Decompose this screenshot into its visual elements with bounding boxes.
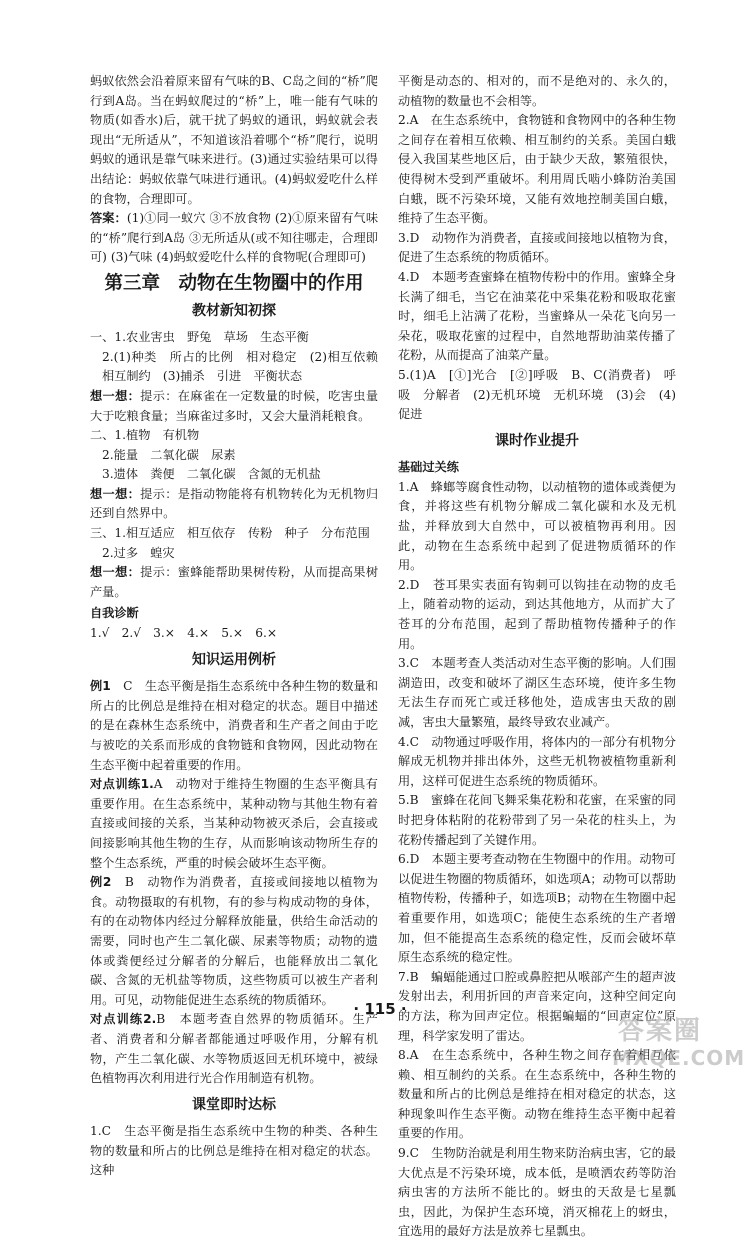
think-paragraph xyxy=(90,563,378,602)
watermark-url: MXQE.COM xyxy=(612,1046,746,1070)
think-paragraph xyxy=(90,387,378,426)
watermark-logo xyxy=(600,1010,750,1075)
think-text: 提示：蜜蜂能帮助果树传粉，从而提高果树产量。 xyxy=(90,565,379,599)
training-2 xyxy=(90,1010,378,1088)
fill-line: 2.能量 二氧化碳 尿素 xyxy=(102,447,236,462)
basic-practice-label: 基础过关练 xyxy=(398,460,459,475)
answer-item: 6.D 本题主要考查动物在生物圈中的作用。动物可以促进生物圈的物质循环，如选项A；动物可以帮助植物传粉，传播种子，如选项B；动物在生物圈中起着重要作用，如选项C；能使生态系统的生产者增加，但不能提高生态系统的稳定性，反而会破坏草原生态系统的稳定性。 xyxy=(398,852,676,965)
page-number: · 115 · xyxy=(353,1000,407,1018)
think-text: 提示：在麻雀在一定数量的时候，吃害虫量大于吃粮食量；当麻雀过多时，又会大量消耗粮食。 xyxy=(90,388,379,423)
answer-paragraph xyxy=(90,209,378,268)
fill-line: 三、1.相互适应 相互依存 传粉 种子 分布范围 xyxy=(90,526,370,541)
answer-item: 2.A 在生态系统中，食物链和食物网中的各种生物之间存在着相互依赖、相互制约的关系。美国白蛾侵入我国某些地区后，由于缺少天敌，繁殖很快，使得树木受到严重破坏。利用周氏啮小蜂防治美国白蛾，既不污染环境，又能有效地控制美国白蛾，维持了生态平衡。 xyxy=(398,113,676,226)
example-1 xyxy=(90,677,378,775)
think-label: 想一想： xyxy=(90,565,141,580)
answer-item: 5.(1)A [①]光合 [②]呼吸 B、C(消费者) 呼吸 分解者 (2)无机环境 无机环境 (3)会 (4)促进 xyxy=(398,367,676,422)
training-label: 对点训练2. xyxy=(90,1012,157,1027)
think-paragraph xyxy=(90,485,378,524)
fill-line: 3.遗体 粪便 二氧化碳 含氮的无机盐 xyxy=(102,467,321,482)
answer-text: (1)①同一蚁穴 ③不放食物 (2)①原来留有气味的“桥”爬行到A岛 ③无所适从(或不知往哪走，合理即可) (3)气味 (4)蚂蚁爱吃什么样的食物呢(合理即可) xyxy=(90,211,379,265)
answer-label: 答案： xyxy=(90,211,127,226)
answer-item: 4.C 动物通过呼吸作用，将体内的一部分有机物分解成无机物并排出体外，这些无机物被植物重新利用，这样可促进生态系统的物质循环。 xyxy=(398,734,676,788)
section-title-homework: 课时作业提升 xyxy=(495,432,579,449)
section-title-examples: 知识运用例析 xyxy=(192,651,276,668)
training-1 xyxy=(90,775,378,873)
fill-line: 二、1.植物 有机物 xyxy=(90,428,200,443)
answer-item: 7.B 蝙蝠能通过口腔或鼻腔把从喉部产生的超声波发射出去，利用折回的声音来定向，这种空间定向的方法，称为回声定位。根据蝙蝠的“回声定位”原理，科学家发明了雷达。 xyxy=(398,969,676,1043)
fill-line: 2.(1)种类 所占的比例 相对稳定 (2)相互依赖 相互制约 (3)捕杀 引进 平衡状态 xyxy=(102,349,391,384)
example-label: 例2 xyxy=(90,875,112,890)
think-label: 想一想： xyxy=(90,388,141,403)
continued-paragraph: 平衡是动态的、相对的，而不是绝对的、永久的，动植物的数量也不会相等。 xyxy=(398,74,676,108)
example-label: 例1 xyxy=(90,679,111,694)
watermark-logo-text: 答案圈 xyxy=(618,1016,703,1046)
training-text: B 本题考查自然界的物质循环。生产者、消费者和分解者都能通过呼吸作用，分解有机物，产生二氧化碳、水等物质返回无机环境中，被绿色植物再次利用进行光合作用制造有机物。 xyxy=(90,1012,378,1086)
example-2 xyxy=(90,873,378,1010)
answer-item: 8.A 在生态系统中，各种生物之间存在着相互依赖、相互制约的关系。在生态系统中，各种生物的数量和所占的比例总是维持在相对稳定的状态，这种现象叫作生态平衡。动物在维持生态平衡中起着重要的作用。 xyxy=(398,1048,676,1141)
example-text: C 生态平衡是指生态系统中各种生物的数量和所占的比例总是维持在相对稳定的状态。题目中描述的是在森林生态系统中，消费者和生产者之间由于吃与被吃的关系而形成的食物链和食物网，因此动物在生态平衡中起着重要的作用。 xyxy=(90,679,379,772)
chapter-title: 第三章 动物在生物圈中的作用 xyxy=(104,272,364,294)
training-label: 对点训练1. xyxy=(90,777,154,792)
answer-item: 4.D 本题考查蜜蜂在植物传粉中的作用。蜜蜂全身长满了细毛，当它在油菜花中采集花粉和吸取花蜜时，细毛上沾满了花粉，当蜜蜂从一朵花飞向另一朵花，吸取花蜜的过程中，自然地帮助油菜传播了花粉，从而提高了油菜产量。 xyxy=(398,269,676,363)
section-title-new-knowledge: 教材新知初探 xyxy=(192,302,276,319)
class-check-item: 1.C 生态平衡是指生态系统中生物的种类、各种生物的数量和所占的比例总是维持在相对稳定的状态。这种 xyxy=(90,1124,378,1178)
self-check-label: 自我诊断 xyxy=(90,606,139,621)
example-text: B 动物作为消费者，直接或间接地以植物为食。动物摄取的有机物，有的参与构成动物的身体，有的在动物体内经过分解释放能量，供给生命活动的需要，同时也产生二氧化碳、尿素等物质；动物的遗体或粪便经过分解者的分解后，也能释放出二氧化碳、含氮的无机盐等物质，这些物质可以被生产者利用。可见，动物能促进生态系统的物质循环。 xyxy=(90,875,378,1007)
answer-item: 2.D 苍耳果实表面有钩刺可以钩挂在动物的皮毛上，随着动物的运动，到达其他地方，从而扩大了苍耳的分布范围，起到了帮助植物传播种子的作用。 xyxy=(398,577,676,651)
answer-item: 9.C 生物防治就是利用生物来防治病虫害，它的最大优点是不污染环境，成本低，是喷洒农药等防治病虫害的方法所不能比的。蚜虫的天敌是七星瓢虫，因此，为保护生态环境，消灭棉花上的蚜虫，宜选用的最好方法是放养七星瓢虫。 xyxy=(398,1146,676,1239)
section-title-class-check: 课堂即时达标 xyxy=(192,1096,276,1113)
self-check-answers: 1.√ 2.√ 3.× 4.× 5.× 6.× xyxy=(90,626,278,641)
intro-paragraph: 蚂蚁依然会沿着原来留有气味的B、C岛之间的“桥”爬行到A岛。当在蚂蚁爬过的“桥”上，唯一能有气味的物质(如香水)后，就干扰了蚂蚁的通讯，蚂蚁就会表现出“无所适从”，不知道该沿着哪个“桥”爬行，说明蚂蚁的通讯是靠气味来进行。(3)通过实验结果可以得出结论：蚂蚁依靠气味进行通讯。(4)蚂蚁爱吃什么样的食物，合理即可。 xyxy=(90,74,378,206)
fill-line: 一、1.农业害虫 野兔 草场 生态平衡 xyxy=(90,330,309,345)
answer-item: 5.B 蜜蜂在花间飞舞采集花粉和花蜜，在采蜜的同时把身体粘附的花粉带到了另一朵花的柱头上，为花粉传播起到了关键作用。 xyxy=(398,793,676,847)
answer-item: 3.C 本题考查人类活动对生态平衡的影响。人们围湖造田，改变和破坏了湖区生态环境，使许多生物无法生存而死亡或迁移他处，造成害虫天敌的剧减，害虫大量繁殖，最终导致农业减产。 xyxy=(398,656,676,729)
answer-item: 3.D 动物作为消费者，直接或间接地以植物为食，促进了生态系统的物质循环。 xyxy=(398,230,676,265)
think-text: 提示：是指动物能将有机物转化为无机物归还到自然界中。 xyxy=(90,486,379,521)
training-text: A 动物对于维持生物圈的生态平衡具有重要作用。在生态系统中，某种动物与其他生物有着直接或间接的关系，当某种动物被灭杀后，会直接或间接影响其他生物的生存，从而影响该动物所生存的整个生态系统，严重的时候会破坏生态平衡。 xyxy=(90,777,378,870)
fill-line: 2.过多 蝗灾 xyxy=(102,545,175,560)
think-label: 想一想： xyxy=(90,486,141,501)
answer-item: 1.A 蜂螂等腐食性动物，以动植物的遗体或粪便为食，并将这些有机物分解成二氧化碳和水及无机盐，并释放到大自然中，可以被植物再利用。因此，动物在生态系统中起到了促进物质循环的作用。 xyxy=(398,479,676,573)
